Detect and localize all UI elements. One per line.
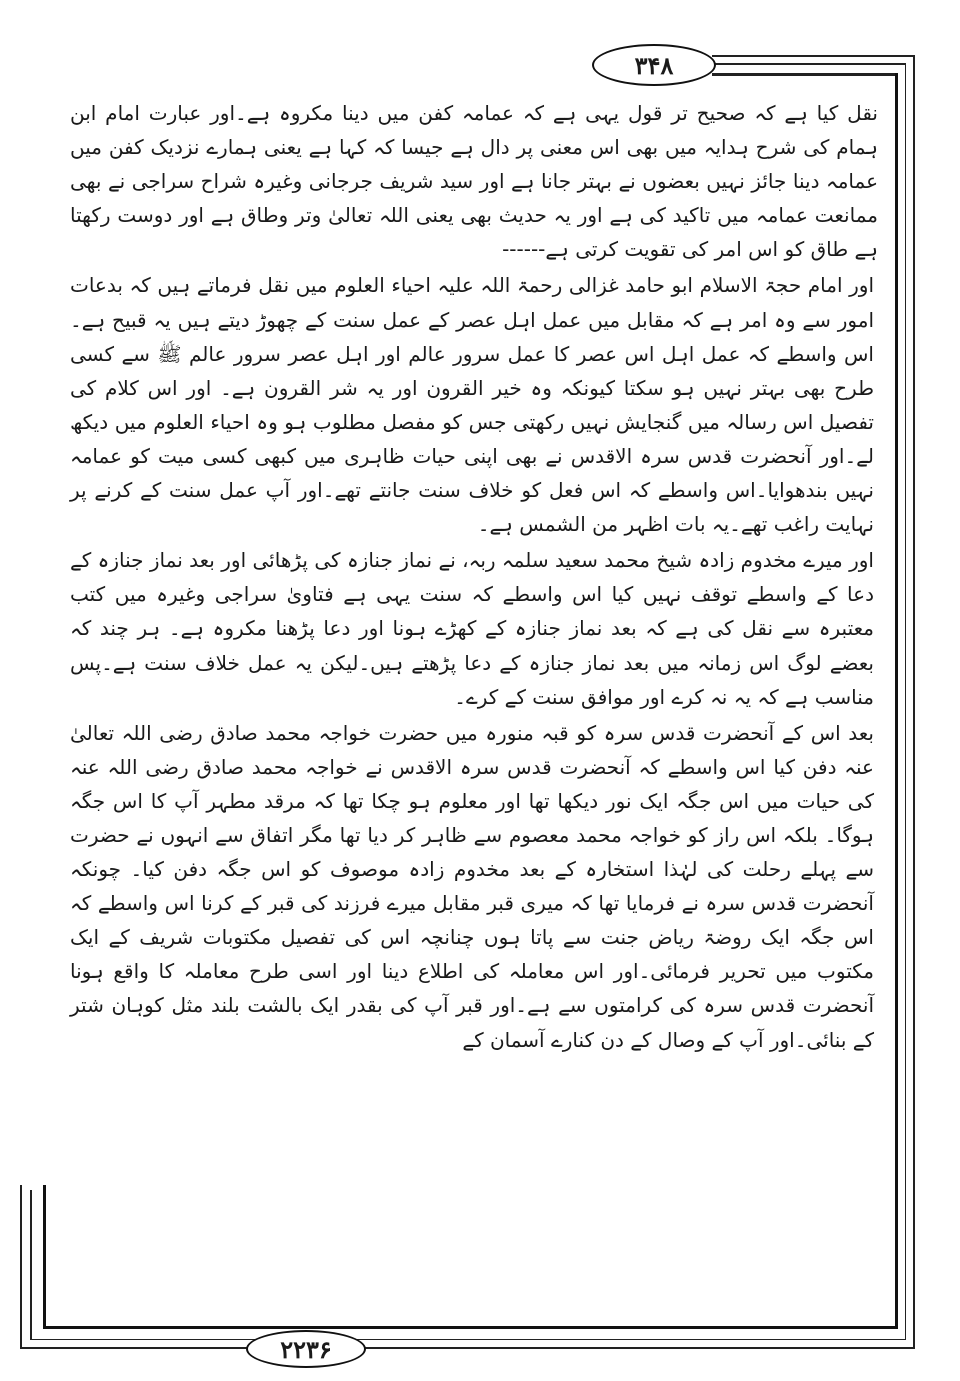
paragraph-1: نقل کیا ہے کہ صحیح تر قول یہی ہے کہ عمامہ کفن میں دینا مکروہ ہے۔اور عبارت امام ابن ہمام کی شرح ہدایہ میں بھی اس معنی پر دال ہے جیسا کہ کہا ہے یعنی ہمارے نزدیک کفن میں عمامہ دینا جائز نہیں بعضوں نے بہتر جانا ہے اور سید شریف جرجانی وغیرہ شراح سراجی نے بھی ممانعت عمامہ میں تاکید کی ہے اور یہ حدیث بھی یعنی اللہ تعالیٰ وتر وطاق ہے اور دوست رکھتا ہے طاق کو اس امر کی تقویت کرتی ہے------ (70, 101, 878, 262)
document-body (70, 96, 878, 1186)
paragraph-2: اور امام حجۃ الاسلام ابو حامد غزالی رحمۃ اللہ علیہ احیاء العلوم میں نقل فرماتے ہیں کہ بدعات امور سے وہ امر ہے کہ مقابل میں عمل اہل عصر کے عمل سنت کے چھوڑ دیتے ہیں یہ قبیح ہے۔اس واسطے کہ عمل اہل اس عصر کا عمل سرور عالم اور اہل عصر سرور عالم ﷺ سے کسی طرح بھی بہتر نہیں ہو سکتا کیونکہ وہ خیر القرون اور یہ شر القرون ہے۔ اور اس کلام کی تفصیل اس رسالہ میں گنجایش نہیں رکھتی جس کو مفصل مطلوب ہو وہ احیاء العلوم میں دیکھ لے۔اور آنحضرت قدس سرہ الاقدس نے بھی اپنی حیات ظاہری میں کبھی کسی میت کو عمامہ نہیں بندھوایا۔اس واسطے کہ اس فعل کو خلاف سنت جانتے تھے۔اور آپ عمل سنت کے کرنے پر نہایت راغب تھے۔یہ بات اظہر من الشمس ہے۔ (70, 273, 874, 537)
page-border-top-right-3 (712, 73, 895, 76)
page-border-left-outer (20, 1185, 22, 1347)
page-number-bottom-text: ۲۲۳۶ (280, 1334, 332, 1364)
page-number-top-text: ۳۴۸ (634, 50, 674, 80)
page-border-top-right-2 (712, 63, 905, 65)
page-border-top-right (712, 55, 913, 57)
page-number-bottom (246, 1330, 366, 1368)
page-number-top (592, 44, 716, 86)
page-border-left-inner (43, 1185, 46, 1326)
page-border-left-middle (30, 1190, 32, 1339)
paragraph-4: بعد اس کے آنحضرت قدس سرہ کو قبہ منورہ میں حضرت خواجہ محمد صادق رضی اللہ تعالیٰ عنہ دفن کیا اس واسطے کہ آنحضرت قدس سرہ الاقدس نے خواجہ محمد صادق رضی اللہ عنہ کی حیات میں اس جگہ ایک نور دیکھا تھا اور معلوم ہو چکا تھا کہ مرقد مطہر آپ کا اس جگہ ہوگا۔ بلکہ اس راز کو خواجہ محمد معصوم سے ظاہر کر دیا تھا مگر اتفاق سے انہوں نے حضرت سے پہلے رحلت کی لہٰذا استخارہ کے بعد مخدوم زادہ موصوف کو اس جگہ دفن کیا۔ چونکہ آنحضرت قدس سرہ نے فرمایا تھا کہ میری قبر مقابل میرے فرزند کی قبر کے کرنا اس واسطے کہ اس جگہ ایک روضۃ ریاض جنت سے پاتا ہوں چنانچہ اس کی تفصیل مکتوبات شریف کے ایک مکتوب میں تحریر فرمائی۔اور اس معاملہ کی اطلاع دینا اور اسی طرح معاملہ کا واقع ہونا آنحضرت قدس سرہ کی کرامتوں سے ہے۔اور قبر آپ کی بقدر ایک بالشت بلند مثل کوہان شتر کے بنائی۔اور آپ کے وصال کے دن کنارے آسمان کے (70, 720, 875, 1052)
paragraph-3: اور میرے مخدوم زادہ شیخ محمد سعید سلمہ ربہ، نے نماز جنازہ کی پڑھائی اور بعد نماز جنازہ کے دعا کے واسطے توقف نہیں کیا اس واسطے کہ سنت یہی ہے فتاویٰ سراجی وغیرہ میں کتب معتبرہ سے نقل کی ہے کہ بعد نماز جنازہ کے کھڑے ہونا اور دعا پڑھنا مکروہ ہے۔ ہر چند کہ بعضے لوگ اس زمانہ میں بعد نماز جنازہ کے دعا پڑھتے ہیں۔لیکن یہ عمل خلاف سنت ہے۔پس مناسب ہے کہ یہ نہ کرے اور موافق سنت کے کرے۔ (70, 548, 874, 709)
